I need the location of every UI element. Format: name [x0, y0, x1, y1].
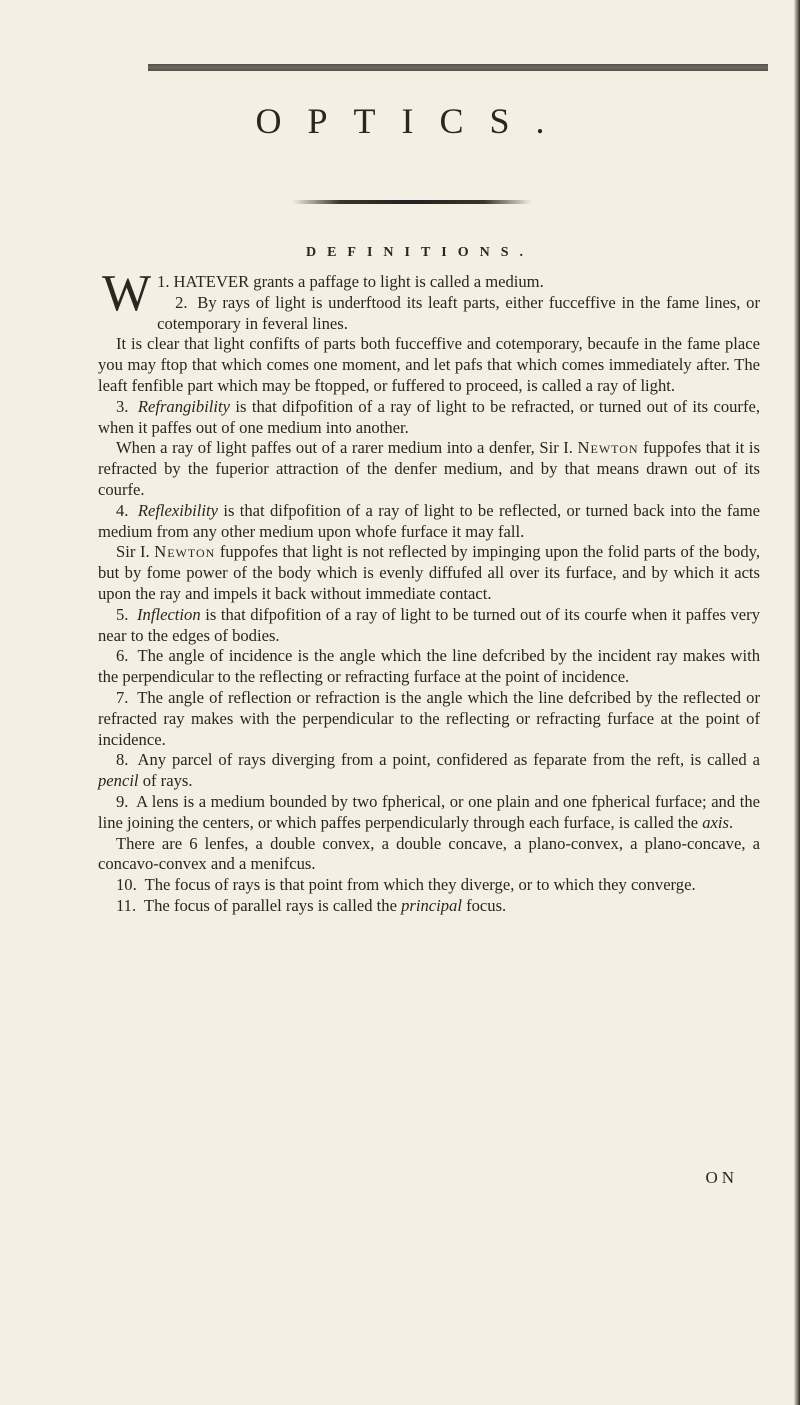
paragraph-text: It is clear that light confifts of parts both fucceffive and cotemporary, becaufe in the fame place you may ftop that which comes one moment, and let pafs that which comes immediately after. The leaft fenfible part which may be ftopped, or fuffered to proceed, is called a ray of light. — [98, 334, 760, 395]
section-heading: DEFINITIONS. — [305, 245, 535, 260]
author-name: Newton — [154, 542, 216, 562]
paragraph-8 — [98, 750, 760, 792]
paragraph-number: 1. — [157, 272, 170, 291]
paragraph-text: fuppofes that it is refracted by the fuperior attraction of the denfer medium, and by that means drawn out of its courfe. — [98, 438, 760, 499]
paragraph-6 — [98, 646, 760, 688]
paragraph-number: 11. — [116, 895, 137, 915]
paragraph-number: 3. — [116, 396, 129, 416]
defined-term: axis — [702, 812, 729, 832]
paragraph-tail: of rays. — [142, 771, 193, 791]
paragraph-text: is that difpofition of a ray of light to be turned out of its courfe when it paffes very near to the edges of bodies. — [98, 604, 760, 645]
catchword: ON — [705, 1168, 738, 1187]
paragraph-3 — [98, 397, 760, 439]
paragraph-4 — [98, 501, 760, 543]
paragraph-text: The angle of incidence is the angle which the line defcribed by the incident ray makes with the perpendicular to the reflecting or refracting furface at the point of incidence. — [98, 646, 760, 687]
page-title: OPTICS. — [255, 101, 571, 141]
paragraph-number: 5. — [116, 604, 129, 624]
top-border-rule — [148, 64, 768, 71]
defined-term: Reflexibility — [137, 500, 218, 520]
paragraph-text: HATEVER grants a paffage to light is called a medium. — [173, 272, 544, 291]
defined-term: pencil — [98, 771, 139, 791]
paragraph-text: There are 6 lenfes, a double convex, a double concave, a plano-convex, a plano-concave, a concavo-convex and a menifcus. — [98, 833, 760, 874]
paragraph-2 — [98, 293, 760, 335]
paragraph-9-note — [98, 834, 760, 876]
paragraph-number: 7. — [116, 687, 129, 707]
paragraph-text: The angle of reflection or refraction is the angle which the line defcribed by the reflected or refracted ray makes with the perpendicular to the reflecting or refracting furface at the point of incidence. — [98, 687, 760, 749]
author-name: Newton — [577, 438, 639, 458]
definitions-text — [98, 265, 761, 917]
paragraph-lead: Sir I. — [116, 542, 150, 562]
paragraph-number: 9. — [116, 791, 129, 811]
paragraph-number: 4. — [116, 500, 129, 520]
paragraph-text: Any parcel of rays diverging from a point, confidered as feparate from the reft, is called a — [137, 750, 761, 770]
paragraph-9 — [98, 792, 760, 834]
paragraph-tail: focus. — [466, 895, 507, 915]
paragraph-4-note — [98, 542, 760, 604]
paragraph-text: is that difpofition of a ray of light to be reflected, or turned back into the fame medium from any other medium upon whofe furface it may fall. — [98, 500, 760, 541]
paragraph-number: 10. — [116, 875, 137, 895]
paragraph-tail: . — [728, 812, 734, 832]
page-edge-shadow — [794, 0, 800, 1405]
paragraph-text: fuppofes that light is not reflected by impinging upon the folid parts of the body, but by fome power of the body which is evenly diffufed all over its furface, and by which it acts upon the ray and impels it back without immediate contact. — [98, 542, 760, 603]
defined-term: Inflection — [137, 604, 201, 624]
paragraph-number: 6. — [116, 646, 129, 666]
paragraph-3-note — [98, 438, 760, 500]
paragraph-11 — [98, 896, 760, 917]
decorative-rule — [292, 200, 532, 204]
paragraph-text: The focus of rays is that point from which they diverge, or to which they converge. — [144, 875, 696, 895]
paragraph-5 — [98, 605, 760, 647]
defined-term: Refrangibility — [137, 396, 231, 416]
paragraph-text: is that difpofition of a ray of light to be refracted, or turned out of its courfe, when it paffes out of one medium into another. — [98, 396, 760, 437]
paragraph-lead: When a ray of light paffes out of a rarer medium into a denfer, Sir I. — [116, 438, 573, 458]
paragraph-number: 2. — [175, 292, 188, 312]
paragraph-10 — [98, 875, 760, 896]
paragraph-text: A lens is a medium bounded by two fpherical, or one plain and one fpherical furface; and the line joining the centers, or which paffes perpendicularly through each furface, is called the — [98, 791, 761, 832]
paragraph-text: The focus of parallel rays is called the — [144, 895, 397, 915]
defined-term: principal — [401, 895, 462, 915]
paragraph-7 — [98, 688, 760, 750]
paragraph-text: By rays of light is underftood its leaft parts, either fucceffive in the fame lines, or cotemporary in feveral lines. — [157, 292, 760, 333]
paragraph-2-note — [98, 334, 760, 396]
drop-cap: W — [102, 265, 152, 322]
paragraph-number: 8. — [116, 750, 129, 770]
